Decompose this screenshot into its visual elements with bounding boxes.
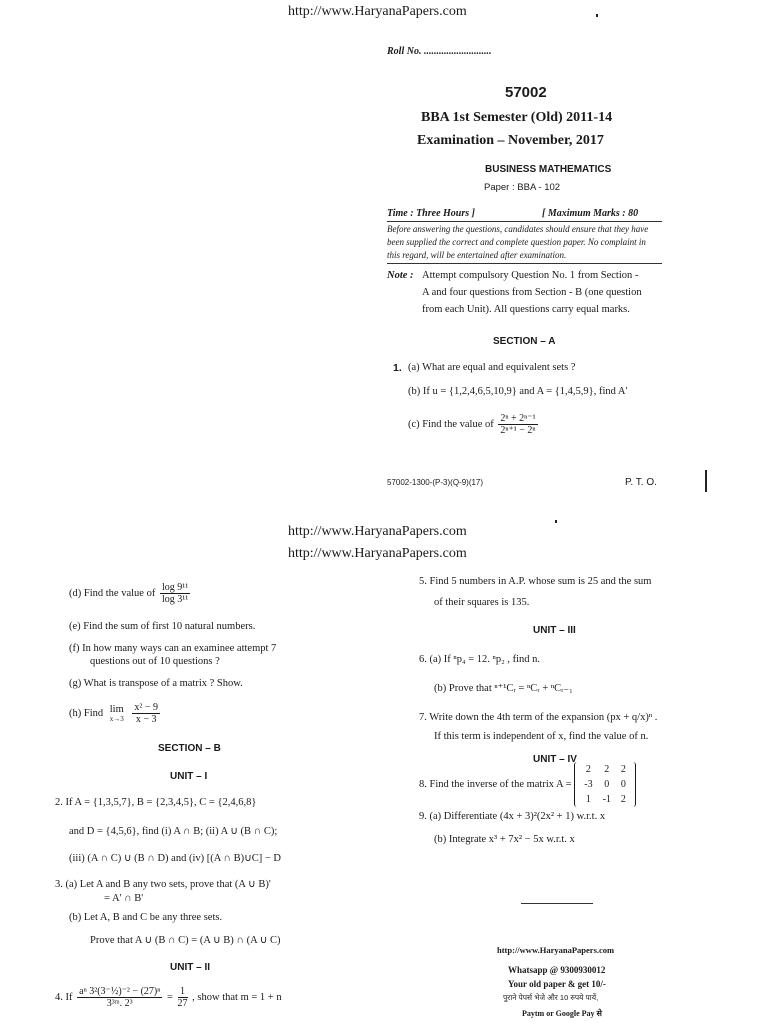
paper-number: Paper : BBA - 102 bbox=[484, 182, 561, 193]
question-1c: (c) Find the value of $\frac{\text{2ⁿ + 2ⁿ⁻¹}}{\text{2ⁿ⁺¹ − 2ⁿ}}$ bbox=[408, 413, 536, 436]
time-label: Time : Three Hours ] bbox=[387, 208, 475, 219]
end-rule bbox=[521, 903, 593, 904]
footer-code: 57002-1300-(P-3)(Q-9)(17) bbox=[387, 478, 484, 487]
question-1e: (e) Find the sum of first 10 natural numbers. bbox=[69, 621, 256, 632]
footer-hindi: पुराने पेपर्स भेजे और 10 रुपये पायें, bbox=[503, 993, 599, 1002]
mid-url: http://www.HaryanaPapers.com bbox=[288, 524, 467, 539]
question-3b-cont: Prove that A ∪ (B ∩ C) = (A ∪ B) ∩ (A ∪ C) bbox=[90, 935, 281, 946]
question-1g: (g) What is transpose of a matrix ? Show. bbox=[69, 678, 243, 689]
question-4: 4. If $\frac{\text{aⁿ 3²(3⁻½)⁻² − (27)ⁿ}}{\text{3³ᵐ. 2³}}$ = $\frac{1}{27}$ , show that m = 1 + n bbox=[55, 986, 282, 1009]
footer-whatsapp: Whatsapp @ 9300930012 bbox=[508, 965, 606, 975]
matrix-a bbox=[574, 762, 636, 807]
note-line: Attempt compulsory Question No. 1 from Section - bbox=[422, 270, 639, 281]
rule bbox=[387, 263, 662, 264]
note-line: from each Unit). All questions carry equal marks. bbox=[422, 304, 630, 315]
pto-label: P. T. O. bbox=[625, 477, 657, 488]
mid-url: http://www.HaryanaPapers.com bbox=[288, 546, 467, 561]
section-a-heading: SECTION – A bbox=[493, 336, 556, 347]
matrix-cell: 2 bbox=[604, 764, 610, 775]
max-marks-label: [ Maximum Marks : 80 bbox=[542, 208, 639, 219]
paper-code: 57002 bbox=[505, 84, 547, 101]
matrix-cell: 0 bbox=[620, 779, 626, 790]
question-5: 5. Find 5 numbers in A.P. whose sum is 25 and the sum bbox=[419, 576, 652, 587]
rule bbox=[387, 221, 662, 222]
question-9a: 9. (a) Differentiate (4x + 3)²(2x² + 1) w.r.t. x bbox=[419, 811, 606, 822]
question-number: 1. bbox=[393, 362, 402, 374]
question-1b: (b) If u = {1,2,4,6,5,10,9} and A = {1,4,5,9}, find A' bbox=[408, 386, 628, 397]
question-2-cont: and D = {4,5,6}, find (i) A ∩ B; (ii) A ∪ (B ∩ C); bbox=[69, 826, 278, 837]
roll-number: Roll No. ........................... bbox=[387, 46, 492, 57]
instructions-line: Before answering the questions, candidates should ensure that they have bbox=[387, 224, 649, 234]
stray-mark bbox=[555, 520, 557, 523]
question-3b: (b) Let A, B and C be any three sets. bbox=[69, 912, 223, 923]
question-7-cont: If this term is independent of x, find the value of n. bbox=[434, 731, 649, 742]
question-2-cont: (iii) (A ∩ C) ∪ (B ∩ D) and (iv) [(A ∩ B)∪C] − D bbox=[69, 853, 282, 864]
instructions-line: been supplied the correct and complete question paper. No complaint in bbox=[387, 237, 646, 247]
question-1h: (h) Find lim x→3 $\frac{\text{x² − 9}}{x - 3}$ bbox=[69, 702, 159, 725]
unit-4-heading: UNIT – IV bbox=[533, 754, 577, 765]
margin-mark bbox=[705, 470, 707, 492]
footer-url: http://www.HaryanaPapers.com bbox=[497, 945, 615, 955]
question-1f: (f) In how many ways can an examinee attempt 7 bbox=[69, 643, 277, 654]
question-6b: (b) Prove that ⁿ⁺¹Cᵣ = ⁿCᵣ + ⁿCᵣ₋₁ bbox=[434, 683, 573, 694]
question-3a: 3. (a) Let A and B any two sets, prove that (A ∪ B)' bbox=[55, 879, 271, 890]
unit-2-heading: UNIT – II bbox=[170, 962, 211, 973]
matrix-cell: 2 bbox=[620, 764, 626, 775]
question-9b: (b) Integrate x³ + 7x² − 5x w.r.t. x bbox=[434, 834, 575, 845]
question-5-cont: of their squares is 135. bbox=[434, 597, 530, 608]
question-3a-cont: = A' ∩ B' bbox=[104, 893, 144, 904]
matrix-cell: 1 bbox=[585, 794, 591, 805]
unit-3-heading: UNIT – III bbox=[533, 625, 576, 636]
header-url: http://www.HaryanaPapers.com bbox=[288, 4, 467, 19]
stray-mark bbox=[596, 14, 598, 17]
matrix-cell: -1 bbox=[602, 794, 611, 805]
note-line: A and four questions from Section - B (one question bbox=[422, 287, 642, 298]
question-6a: 6. (a) If ⁿp₄ = 12. ⁿp₂ , find n. bbox=[419, 654, 541, 665]
footer-pay: Paytm or Google Pay से bbox=[522, 1009, 602, 1018]
course-title: BBA 1st Semester (Old) 2011-14 bbox=[421, 110, 613, 125]
question-2: 2. If A = {1,3,5,7}, B = {2,3,4,5}, C = {2,4,6,8} bbox=[55, 797, 257, 808]
instructions-line: this regard, will be entertained after examination. bbox=[387, 250, 567, 260]
question-1d: (d) Find the value of $\frac{\text{log 9¹¹}}{\text{log 3¹¹}}$ bbox=[69, 582, 189, 605]
question-7: 7. Write down the 4th term of the expansion (px + q/x)ⁿ . bbox=[419, 712, 658, 723]
matrix-cell: 0 bbox=[604, 779, 610, 790]
matrix-cell: 2 bbox=[585, 764, 591, 775]
unit-1-heading: UNIT – I bbox=[170, 771, 208, 782]
question-1f-cont: questions out of 10 questions ? bbox=[90, 656, 220, 667]
exam-title: Examination – November, 2017 bbox=[417, 133, 604, 148]
question-8: 8. Find the inverse of the matrix A = 2 2 2 -3 0 0 1 -1 2 bbox=[419, 762, 636, 807]
matrix-cell: -3 bbox=[584, 779, 593, 790]
subject-title: BUSINESS MATHEMATICS bbox=[485, 164, 612, 175]
note-label: Note : bbox=[387, 270, 414, 281]
section-b-heading: SECTION – B bbox=[158, 743, 221, 754]
matrix-cell: 2 bbox=[620, 794, 626, 805]
footer-offer: Your old paper & get 10/- bbox=[508, 979, 606, 989]
question-1a: (a) What are equal and equivalent sets ? bbox=[408, 362, 576, 373]
